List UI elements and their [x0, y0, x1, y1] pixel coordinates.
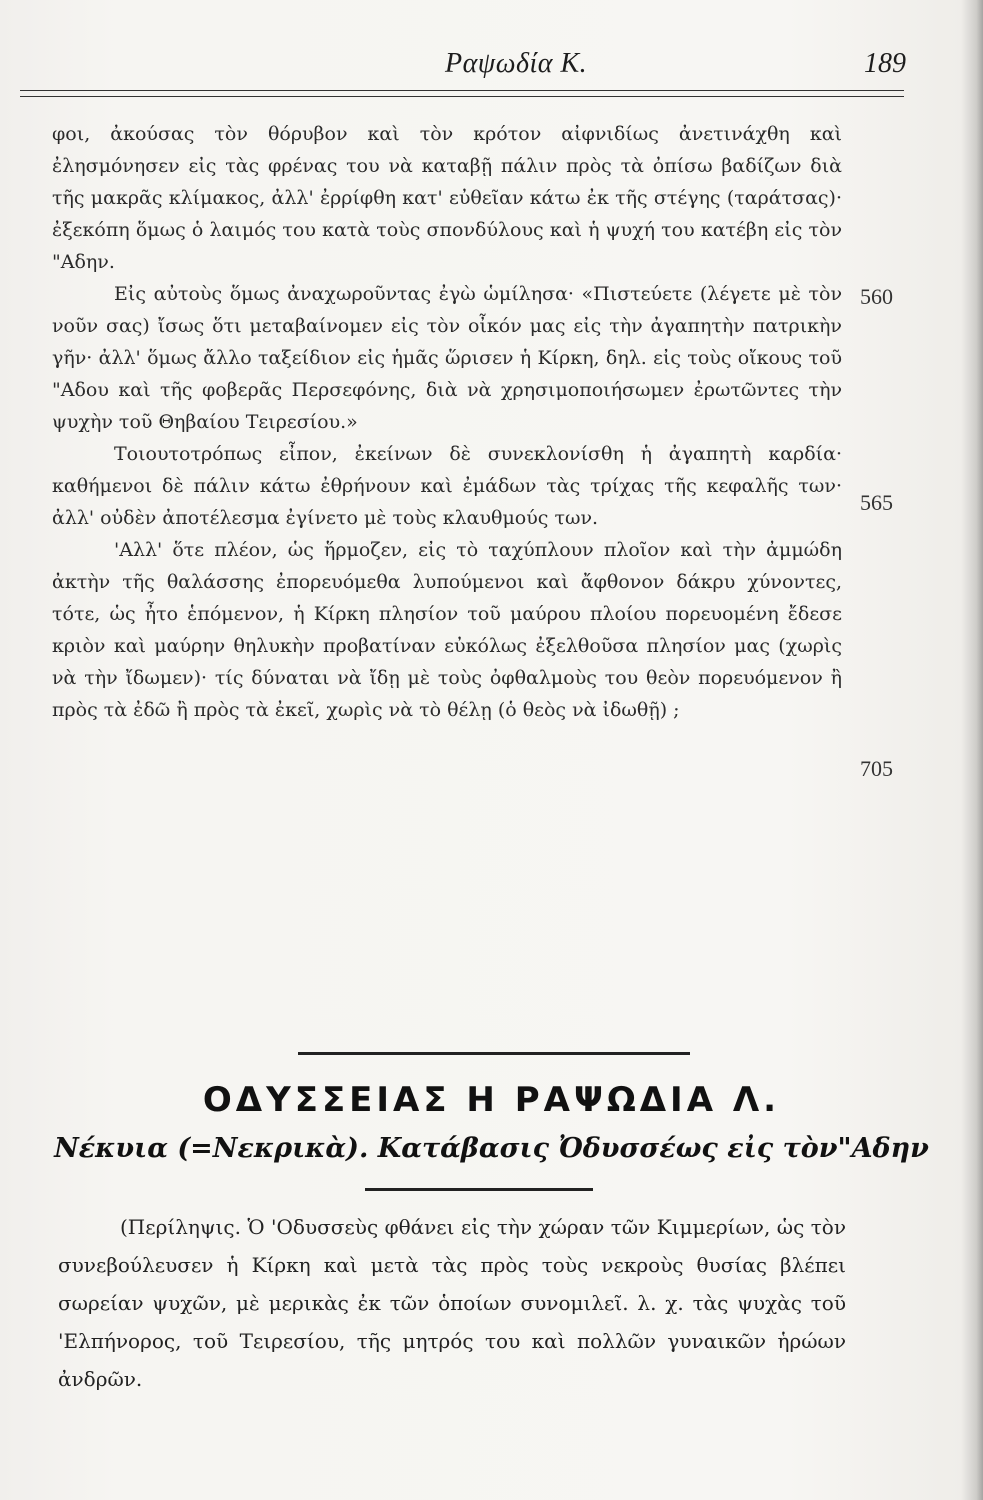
- paragraph-3: Τοιουτοτρόπως εἶπον, ἐκείνων δὲ συνεκλονίσθη ἡ ἀγαπητὴ καρδία· καθήμενοι δὲ πάλιν κάτω ἐθρήνουν καὶ ἐμάδων τὰς τρίχας τῆς κεφαλῆς των· ἀλλ' οὐδὲν ἀποτέλεσμα ἐγίνετο μὲ τοὺς κλαυθμούς των.: [52, 443, 842, 529]
- paragraph-4: 'Αλλ' ὅτε πλέον, ὡς ἥρμοζεν, εἰς τὸ ταχύπλουν πλοῖον καὶ τὴν ἀμμώδη ἀκτὴν τῆς θαλάσσης ἐπορευόμεθα λυπούμενοι καὶ ἄφθονον δάκρυ χύνοντες, τότε, ὡς ἦτο ἑπόμενον, ἡ Κίρκη πλησίον τοῦ μαύρου πλοίου πορευομένη ἔδεσε κριὸν καὶ μαύρην θηλυκὴν προβατίναν εὐκόλως ἐξελθοῦσα πλησίον μας (χωρὶς νὰ τὴν ἴδωμεν)· τίς δύναται νὰ ἴδῃ μὲ τοὺς ὀφθαλμοὺς του θεὸν πορευόμενον ἢ πρὸς τὰ ἐδῶ ἢ πρὸς τὰ ἐκεῖ, χωρὶς νὰ τὸ θέλῃ (ὁ θεὸς νὰ ἰδωθῇ) ;: [52, 539, 842, 721]
- summary-paragraph: (Περίληψις. Ὁ 'Οδυσσεὺς φθάνει εἰς τὴν χώραν τῶν Κιμμερίων, ὡς τὸν συνεβούλευσεν ἡ Κίρκη καὶ μετὰ τὰς πρὸς τοὺς νεκροὺς θυσίας βλέπει σωρείαν ψυχῶν, μὲ μερικὰς ἐκ τῶν ὁποίων συνομιλεῖ. λ. χ. τὰς ψυχὰς τοῦ 'Ελπήνορος, τοῦ Τειρεσίου, τῆς μητρός του καὶ πολλῶν γυναικῶν ἡρώων ἀνδρῶν.: [58, 1215, 846, 1391]
- paragraph-2: Εἰς αὐτοὺς ὅμως ἀναχωροῦντας ἐγὼ ὡμίλησα· «Πιστεύετε (λέγετε μὲ τὸν νοῦν σας) ἴσως ὅτι μεταβαίνομεν εἰς τὸν οἶκόν μας εἰς τὴν ἀγαπητὴν πατρικὴν γῆν· ἀλλ' ὅμως ἄλλο ταξείδιον εἰς ἡμᾶς ὥρισεν ἡ Κίρκη, δηλ. εἰς τοὺς οἴκους τοῦ "Αδου καὶ τῆς φοβερᾶς Περσεφόνης, διὰ νὰ χρησιμοποιήσωμεν ἐρωτῶντες τὴν ψυχὴν τοῦ Θηβαίου Τειρεσίου.»: [52, 283, 842, 433]
- line-number-560: 560: [860, 284, 893, 309]
- page-header: [40, 48, 910, 88]
- section-heading: ΟΔΥΣΣΕΙΑΣ Η ΡΑΨΩΔΙΑ Λ.: [202, 1080, 781, 1120]
- line-number-565: 565: [860, 490, 893, 515]
- paragraph-1: φοι, ἀκούσας τὸν θόρυβον καὶ τὸν κρότον αἰφνιδίως ἀνετινάχθη καὶ ἐλησμόνησεν εἰς τὰς φρένας του νὰ καταβῇ πάλιν πρὸς τὰ ὀπίσω βαδίζων διὰ τῆς μακρᾶς κλίμακος, ἀλλ' ἐρρίφθη κατ' εὐθεῖαν κάτω ἐκ τῆς στέγης (ταράτσας)· ἐξεκόπη ὅμως ὁ λαιμός του κατὰ τοὺς σπονδύλους καὶ ἡ ψυχή του κατέβη εἰς τὸν "Αδην.: [52, 123, 842, 273]
- section-rule-top: [298, 1052, 690, 1055]
- section-summary: [58, 1208, 846, 1398]
- section-rule-bottom: [365, 1188, 593, 1191]
- header-rule: [20, 90, 904, 97]
- section-subtitle: Νέκυια (=Νεκρικὰ). Κατάβασις Ὀδυσσέως εἰς τὸν"Αδην: [54, 1133, 929, 1164]
- page-number: 189: [864, 48, 906, 79]
- running-title: Ραψωδία Κ.: [445, 48, 588, 79]
- binding-shadow: [961, 0, 983, 1500]
- line-number-705: 705: [860, 756, 893, 781]
- main-text: [52, 118, 842, 726]
